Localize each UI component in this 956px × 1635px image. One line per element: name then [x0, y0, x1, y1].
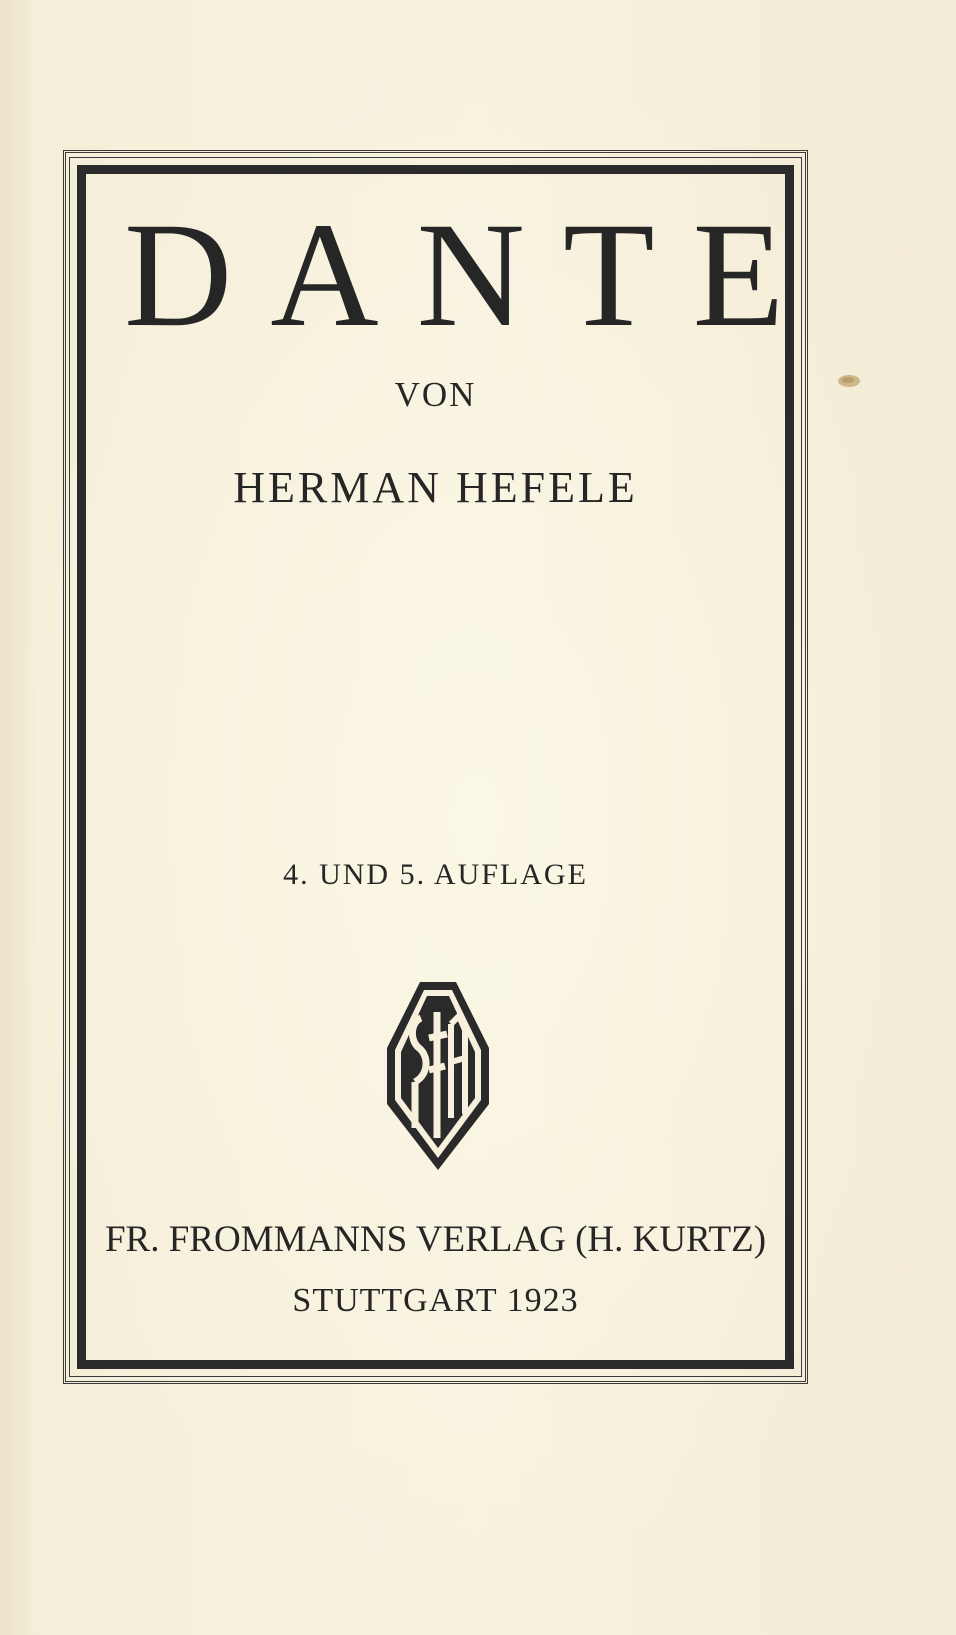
- publisher-monogram-icon: [385, 978, 491, 1174]
- edition-statement: 4. UND 5. AUFLAGE: [283, 858, 588, 891]
- paper-speck-mark: [836, 372, 862, 390]
- place-and-year: STUTTGART 1923: [292, 1282, 579, 1319]
- byline-von: VON: [394, 375, 477, 414]
- book-title: DANTE: [124, 192, 823, 358]
- publisher-name: FR. FROMMANNS VERLAG (H. KURTZ): [104, 1219, 767, 1260]
- author-name: HERMAN HEFELE: [233, 463, 638, 512]
